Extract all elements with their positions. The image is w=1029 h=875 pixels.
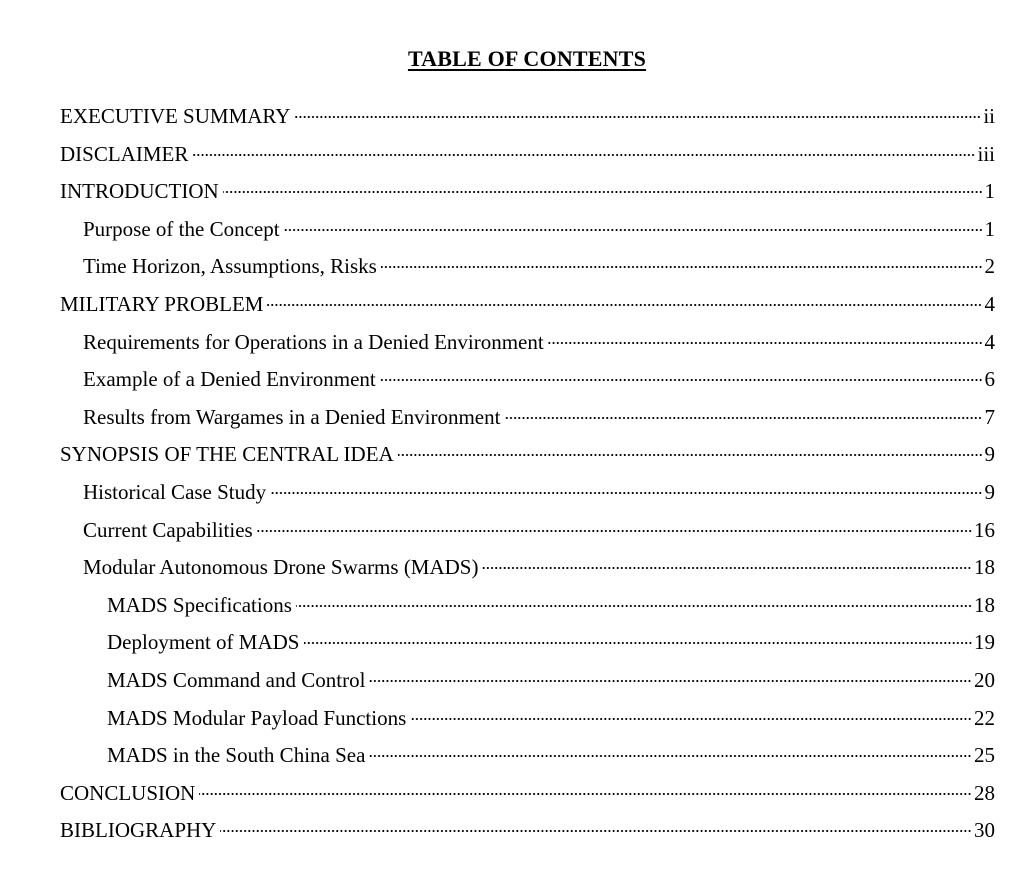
- dot-leader: [296, 605, 972, 607]
- toc-entry[interactable]: [60, 737, 995, 775]
- dot-leader: [270, 492, 982, 494]
- dot-leader: [381, 266, 983, 268]
- toc-entry-label: INTRODUCTION: [60, 179, 219, 204]
- dot-leader: [220, 830, 972, 832]
- dot-leader: [504, 417, 982, 419]
- dot-leader: [369, 755, 972, 757]
- toc-entry-label: Time Horizon, Assumptions, Risks: [83, 254, 377, 279]
- toc-entry-page-number: 9: [984, 442, 995, 467]
- toc-entry-label: Results from Wargames in a Denied Environment: [83, 404, 501, 429]
- dot-leader: [192, 154, 975, 156]
- toc-entry[interactable]: [60, 512, 995, 550]
- dot-leader: [548, 342, 983, 344]
- toc-entry-label: MADS in the South China Sea: [107, 743, 366, 768]
- toc-entry[interactable]: [60, 361, 995, 399]
- toc-entry-label: Deployment of MADS: [107, 630, 300, 655]
- toc-entry-label: BIBLIOGRAPHY: [60, 818, 217, 843]
- toc-entry-page-number: 28: [974, 780, 995, 805]
- toc-entry-label: MILITARY PROBLEM: [60, 291, 264, 316]
- toc-entry-label: Current Capabilities: [83, 517, 253, 542]
- toc-entry-page-number: 20: [974, 667, 995, 692]
- dot-leader: [369, 680, 972, 682]
- toc-entry[interactable]: [60, 587, 995, 625]
- toc-entry-page-number: 9: [984, 479, 995, 504]
- toc-entry-page-number: 18: [974, 555, 995, 580]
- toc-entry-label: CONCLUSION: [60, 780, 196, 805]
- toc-title: TABLE OF CONTENTS: [407, 46, 647, 71]
- toc-entry-page-number: 2: [984, 254, 995, 279]
- toc-entry[interactable]: [60, 474, 995, 512]
- toc-entry-label: Example of a Denied Environment: [83, 367, 376, 392]
- toc-entry-label: SYNOPSIS OF THE CENTRAL IDEA: [60, 442, 394, 467]
- toc-entry-label: Purpose of the Concept: [83, 216, 280, 241]
- toc-entry-page-number: 7: [984, 404, 995, 429]
- toc-entry[interactable]: [60, 399, 995, 437]
- dot-leader: [398, 454, 983, 456]
- toc-entry[interactable]: [60, 700, 995, 738]
- toc-entry[interactable]: [60, 775, 995, 813]
- toc-list: [60, 98, 995, 850]
- dot-leader: [482, 567, 972, 569]
- toc-entry[interactable]: [60, 173, 995, 211]
- toc-entry[interactable]: [60, 436, 995, 474]
- toc-entry-page-number: 4: [984, 329, 995, 354]
- toc-entry-label: Requirements for Operations in a Denied Environment: [83, 329, 544, 354]
- toc-entry-page-number: 16: [974, 517, 995, 542]
- toc-entry-page-number: 30: [974, 818, 995, 843]
- toc-entry-label: MADS Modular Payload Functions: [107, 705, 407, 730]
- toc-entry[interactable]: [60, 248, 995, 286]
- dot-leader: [267, 304, 982, 306]
- toc-entry-page-number: 19: [974, 630, 995, 655]
- toc-entry-label: Modular Autonomous Drone Swarms (MADS): [83, 555, 479, 580]
- toc-entry-label: MADS Command and Control: [107, 667, 366, 692]
- toc-entry-page-number: ii: [983, 104, 995, 128]
- toc-entry-page-number: 4: [984, 291, 995, 316]
- toc-entry-page-number: 18: [974, 592, 995, 617]
- dot-leader: [410, 718, 972, 720]
- dot-leader: [223, 191, 983, 193]
- toc-entry-label: MADS Specifications: [107, 592, 292, 617]
- dot-leader: [380, 379, 983, 381]
- dot-leader: [304, 642, 973, 644]
- toc-entry[interactable]: [60, 136, 995, 174]
- toc-entry[interactable]: [60, 812, 995, 850]
- toc-entry[interactable]: [60, 662, 995, 700]
- toc-entry[interactable]: [60, 549, 995, 587]
- toc-entry-page-number: 6: [984, 367, 995, 392]
- toc-entry-label: DISCLAIMER: [60, 141, 189, 166]
- dot-leader: [199, 793, 972, 795]
- dot-leader: [284, 229, 983, 231]
- toc-entry-page-number: 25: [974, 743, 995, 768]
- toc-entry[interactable]: [60, 211, 995, 249]
- toc-entry[interactable]: [60, 286, 995, 324]
- dot-leader: [294, 116, 981, 118]
- toc-entry-label: EXECUTIVE SUMMARY: [60, 104, 291, 128]
- toc-entry-page-number: iii: [977, 141, 995, 166]
- dot-leader: [257, 530, 972, 532]
- toc-entry[interactable]: [60, 324, 995, 362]
- toc-entry-page-number: 22: [974, 705, 995, 730]
- toc-entry-label: Historical Case Study: [83, 479, 267, 504]
- toc-entry[interactable]: [60, 98, 995, 136]
- toc-entry-page-number: 1: [984, 216, 995, 241]
- toc-entry-page-number: 1: [984, 179, 995, 204]
- toc-entry[interactable]: [60, 624, 995, 662]
